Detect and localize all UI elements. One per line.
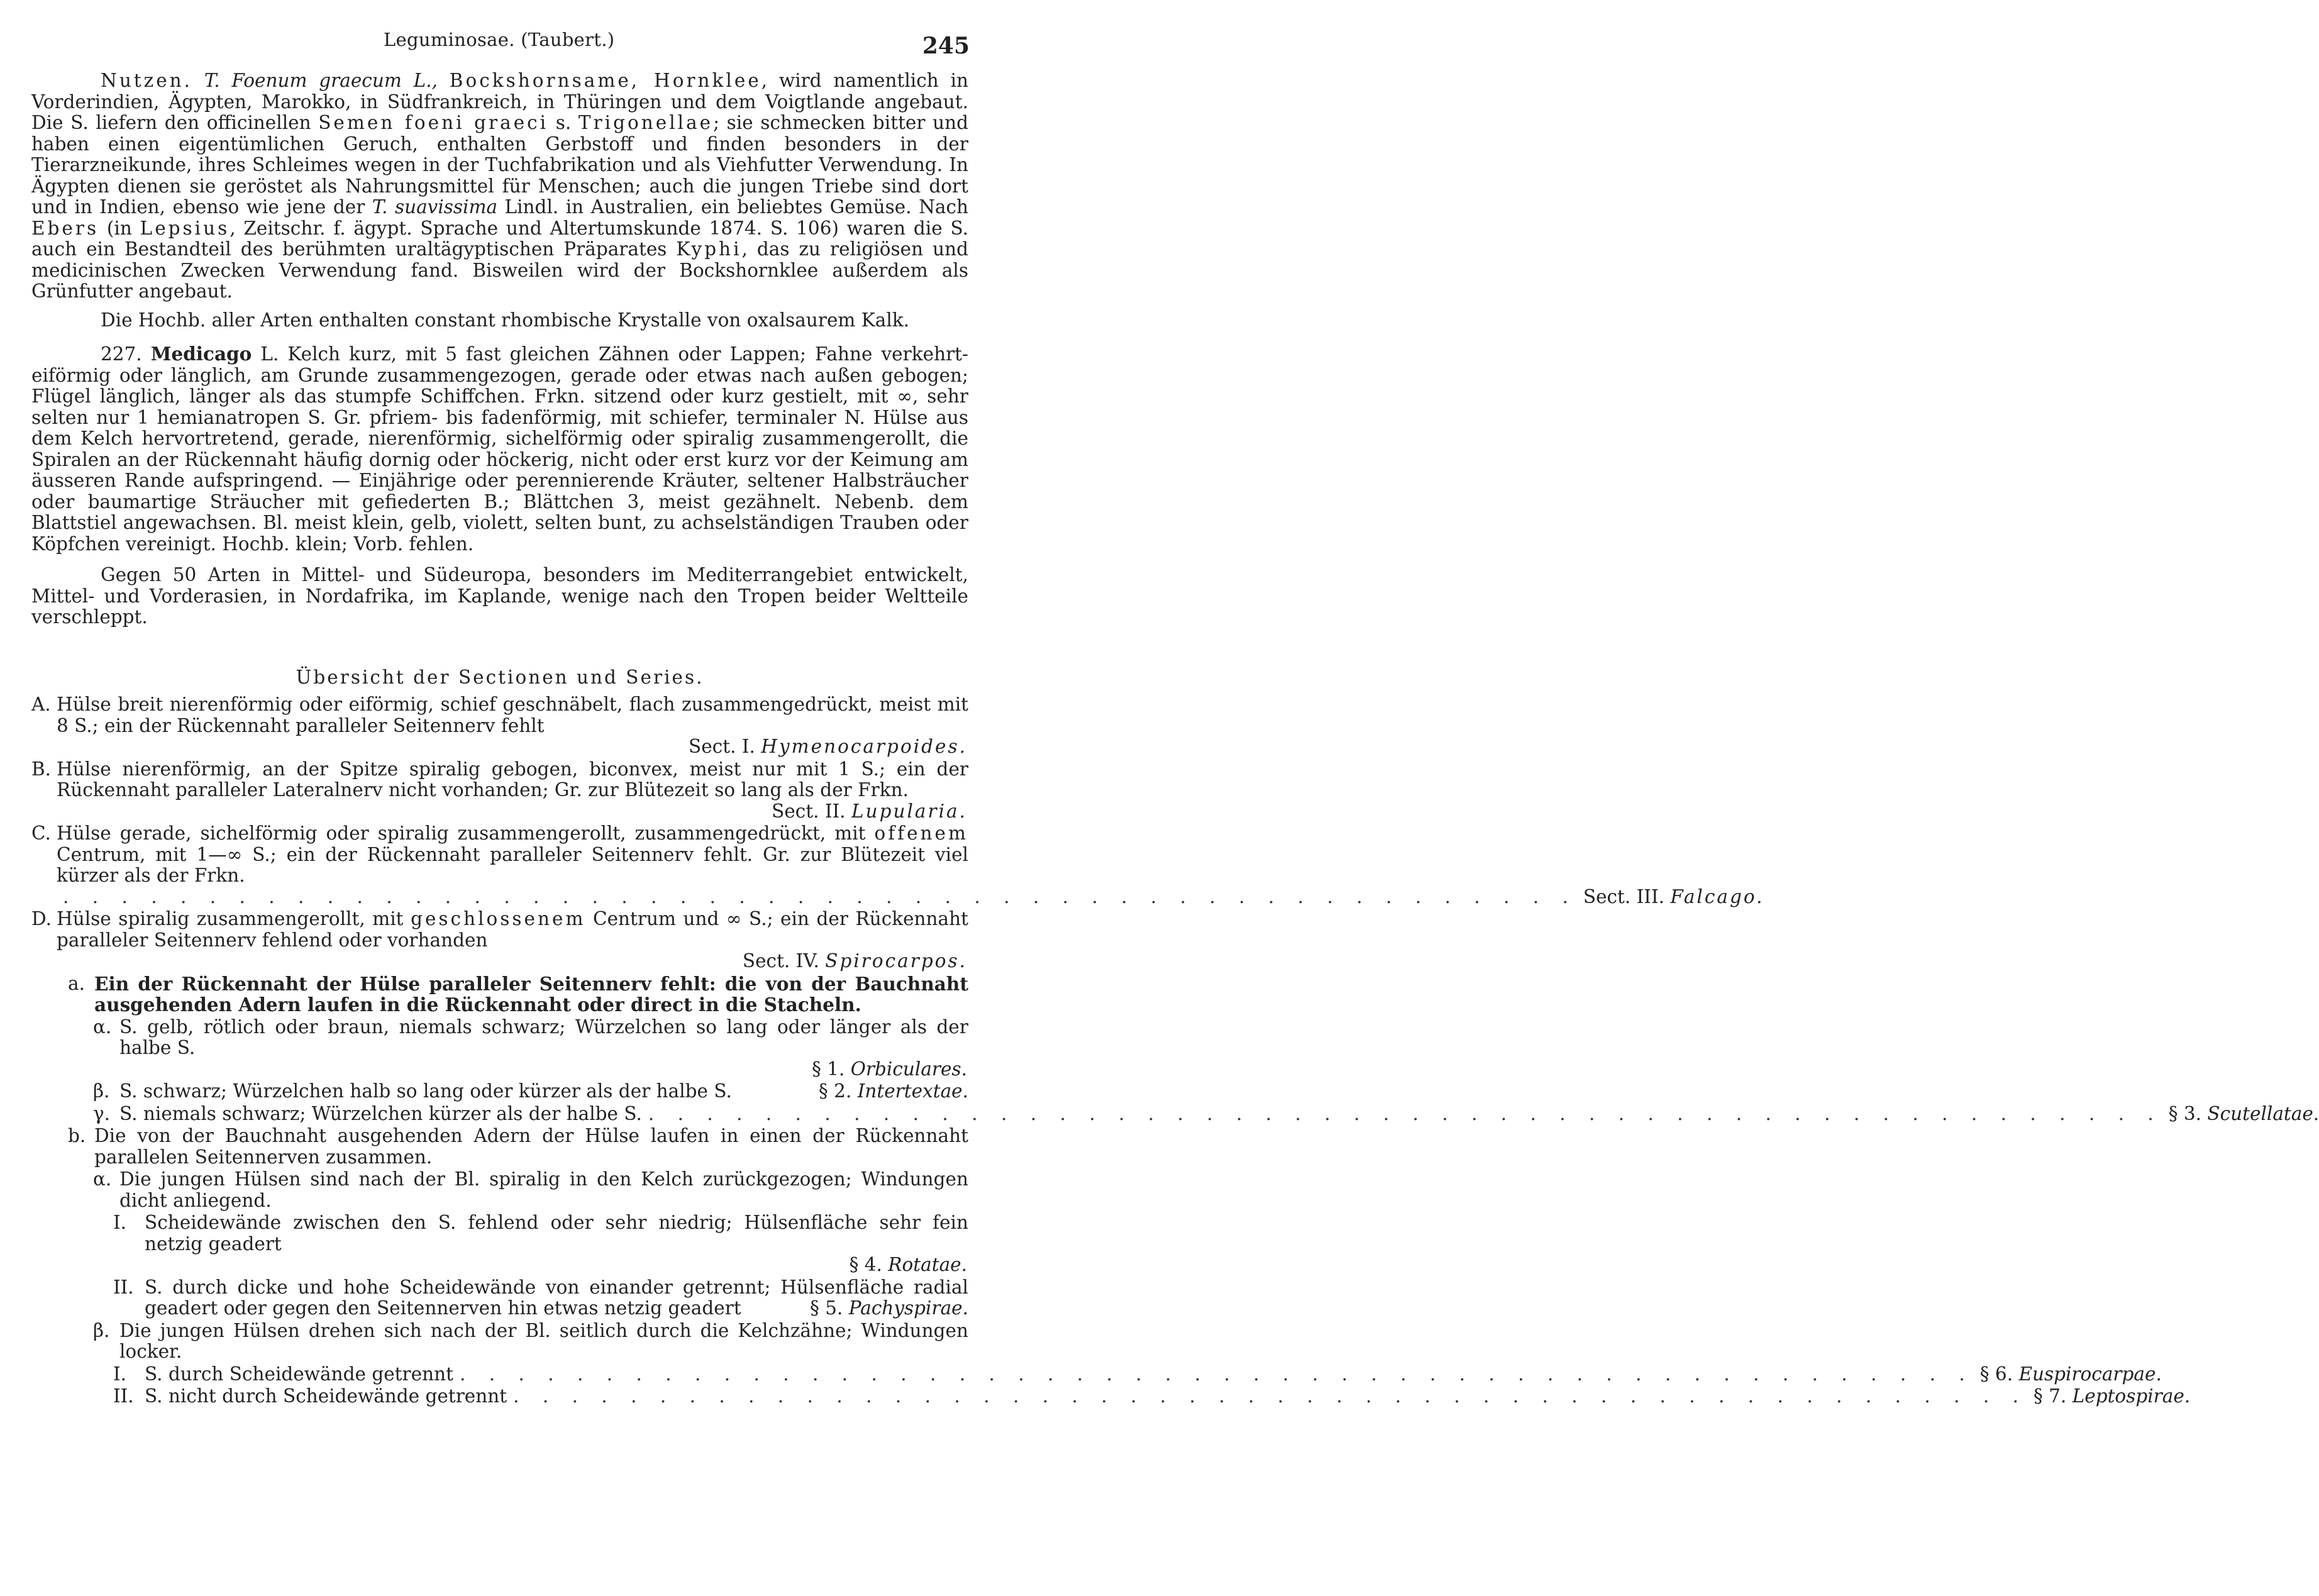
genus-number: 227. (101, 343, 151, 365)
paragraph-distribution: Gegen 50 Arten in Mittel- und Südeuropa, besonders im Mediterrangebiet entwickelt, Mittel- und Vorderasien, in Nordafrika, im Kaplande, wenige nach den Tropen beider Weltteile verschleppt. (31, 564, 968, 628)
common-name: Bockshornsame, Hornklee (449, 70, 761, 91)
key-entry-d-a-alpha (31, 1017, 968, 1080)
key-text: Hülse gerade, sichelförmig oder spiralig zusammengerollt, zusammengedrückt, mit (57, 823, 875, 844)
preparation-name: Kyphi (676, 238, 742, 260)
section-name: Lupularia. (851, 800, 967, 822)
series-reference: § 5. Pachyspirae. (810, 1297, 968, 1319)
key-text: Die von der Bauchnaht ausgehenden Adern der Hülse laufen in einen der Rückennaht parallelen Seitennerven zusammen. (94, 1125, 968, 1168)
key-entry-d-a (31, 973, 968, 1016)
key-text: S. durch dicke und hohe Scheidewände von einander getrennt; Hülsenfläche radial geadert oder gegen den Seitennerven hin etwas netzig geadert (145, 1276, 968, 1319)
series-name: Intertextae. (857, 1080, 968, 1102)
text-run: , Zeitschr. f. ägypt. Sprache und Altertumskunde 1874. S. 106) waren die S. auch ein Bestandteil des berühmten uraltägyptischen Präparates (31, 217, 968, 260)
key-text: Scheidewände zwischen den S. fehlend oder sehr niedrig; Hülsenfläche sehr fein netzig geadert (145, 1212, 968, 1255)
series-reference: § 4. Rotatae. (849, 1254, 967, 1275)
key-entry-d-a-beta: β. S. schwarz; Würzelchen halb so lang oder kürzer als der halbe S. § 2. Intertextae. (93, 1080, 968, 1102)
key-marker: β. (93, 1319, 110, 1341)
key-marker: a. (68, 972, 85, 994)
page-number: 245 (922, 33, 970, 59)
key-text: S. schwarz; Würzelchen halb so lang oder kürzer als der halbe S. (119, 1080, 732, 1102)
key-marker: I. (113, 1212, 127, 1233)
paragraph-uses (31, 70, 968, 302)
section-reference: Sect. II. Lupularia. (772, 800, 967, 822)
key-text: Centrum und ∞ S.; ein der Rückennaht paralleler Seitennerv fehlend oder vorhanden (57, 908, 968, 951)
key-marker: b. (68, 1125, 86, 1146)
key-marker: II. (113, 1276, 134, 1298)
series-name: Leptospirae. (2072, 1385, 2191, 1407)
genus-name: Medicago (150, 343, 252, 365)
key-marker: β. (93, 1080, 110, 1102)
key-marker: C. (31, 823, 51, 844)
dot-leader: . . . . . . . . . . . . . . . . . . . . . . . . . . . . . . . . . . . . . . . . . . . . . . . . . . . . (63, 885, 1577, 907)
key-marker: B. (31, 758, 52, 780)
key-text: Centrum, mit 1—∞ S.; ein der Rückennaht paralleler Seitennerv fehlt. Gr. zur Blütezeit viel kürzer als der Frkn. (57, 843, 968, 886)
key-text: Die jungen Hülsen sind nach der Bl. spiralig in den Kelch zurückgezogen; Windungen dicht anliegend. (119, 1168, 968, 1211)
key-emphasis: geschlossenem (411, 908, 586, 929)
running-head: Leguminosae. (Taubert.) (384, 29, 615, 50)
text-run: Lindl. in Australien, ein beliebtes Gemüse. Nach (497, 196, 968, 218)
dot-leader: . . . . . . . . . . . . . . . . . . . . . . . . . . . . . . . . . . . . . . . . . . . . . . . . . . . . (513, 1385, 2027, 1407)
drug-name: Semen foeni graeci (318, 112, 549, 133)
key-entry-d-a-gamma: γ. S. niemals schwarz; Würzelchen kürzer als der halbe S. . . . . . . . . . . . . . . . . . . . . . . . . . . . . . . . . . . . . . . . . . . . . . . . . . . . . § 3. Scutellatae. (93, 1102, 2319, 1124)
author-name: Ebers (31, 217, 99, 239)
key-text: Die jungen Hülsen drehen sich nach der Bl. seitlich durch die Kelchzähne; Windungen locker. (119, 1319, 968, 1362)
key-text: Ein der Rückennaht der Hülse paralleler Seitennerv fehlt: die von der Bauchnaht ausgehenden Adern laufen in die Rückennaht oder direct in die Stacheln. (94, 972, 968, 1016)
key-entry-d-b-alpha (31, 1169, 968, 1211)
species-name: T. suavissima (372, 196, 498, 218)
drug-name: Trigonellae (578, 112, 714, 133)
key-text: S. nicht durch Scheidewände getrennt (145, 1385, 507, 1407)
author-name: Lepsius (140, 217, 230, 239)
key-entry-d-b-alpha-ii (31, 1277, 968, 1319)
section-reference: Sect. IV. Spirocarpos. (742, 950, 967, 972)
key-leader-line: . . . . . . . . . . . . . . . . . . . . . . . . . . . . . . . . . . . . . . . . . . . . . . . . . . . . Sect. III. Falcago. (63, 885, 1764, 907)
key-entry-d-b-alpha-i (31, 1212, 968, 1276)
species-name: T. Foenum graecum L., (192, 70, 450, 91)
key-entry-d-b-beta-i: I. S. durch Scheidewände getrennt . . . . . . . . . . . . . . . . . . . . . . . . . . . . . . . . . . . . . . . . . . . . . . . . . . . . § 6. Euspirocarpae. (113, 1363, 2162, 1385)
key-entry-d (31, 909, 968, 972)
key-text: S. durch Scheidewände getrennt (145, 1363, 453, 1385)
section-key (31, 694, 2319, 1407)
key-marker: II. (113, 1385, 134, 1407)
key-marker: α. (93, 1168, 112, 1190)
key-text: Hülse nierenförmig, an der Spitze spiralig gebogen, biconvex, meist nur mit 1 S.; ein der Rückennaht paralleler Lateralnerv nicht vorhanden; Gr. zur Blütezeit so lang als der Frkn. (57, 758, 968, 801)
series-name: Pachyspirae. (848, 1297, 968, 1319)
text-run: , wird namentlich in Vorderindien, Ägypten, Marokko, in Südfrankreich, in Thüringen und dem Voigtlande angebaut. Die S. liefern den officinellen (31, 70, 968, 133)
text-run: , das zu religiösen und medicinischen Zwecken Verwendung fand. Bisweilen wird der Bockshornklee außerdem als Grünfutter angebaut. (31, 238, 968, 302)
key-entry-a (31, 694, 968, 758)
series-name: Euspirocarpae. (2018, 1363, 2162, 1385)
key-entry-d-b (31, 1126, 968, 1168)
key-marker: α. (93, 1016, 112, 1038)
page-header (0, 26, 996, 58)
key-heading: Übersicht der Sectionen und Series. (296, 666, 704, 688)
section-name: Falcago. (1670, 885, 1764, 907)
series-reference: § 1. Orbiculares. (812, 1058, 967, 1080)
key-text: Hülse breit nierenförmig oder eiförmig, schief geschnäbelt, flach zusammengedrückt, meist mit 8 S.; ein der Rückennaht paralleler Seitennerv fehlt (57, 694, 968, 736)
section-name: Hymenocarpoides. (761, 736, 967, 757)
page-body (31, 70, 2319, 1407)
paragraph-bracts: Die Hochb. aller Arten enthalten constant rhombische Krystalle von oxalsaurem Kalk. (101, 309, 910, 331)
key-marker: A. (31, 694, 51, 715)
paragraph-medicago (31, 343, 968, 555)
text-run: s. (548, 112, 578, 133)
key-entry-d-b-beta-ii: II. S. nicht durch Scheidewände getrennt . . . . . . . . . . . . . . . . . . . . . . . . . . . . . . . . . . . . . . . . . . . . . . . . . . . . § 7. Leptospirae. (113, 1385, 2191, 1407)
key-emphasis: offenem (874, 823, 968, 844)
series-name: Orbiculares. (850, 1058, 967, 1080)
series-name: Scutellatae. (2207, 1102, 2319, 1124)
series-name: Rotatae. (888, 1254, 967, 1275)
section-name: Spirocarpos. (825, 950, 967, 972)
key-entry-b (31, 759, 968, 823)
key-marker: γ. (93, 1102, 111, 1124)
key-marker: I. (113, 1363, 127, 1385)
section-reference: Sect. I. Hymenocarpoides. (689, 736, 967, 757)
text-run: ; sie schmecken bitter und haben einen eigentümlichen Geruch, enthalten Gerbstoff und finden besonders in der Tierarzneikunde, ihres Schleimes wegen in der Tuchfabrikation und als Viehfutter Verwendung. In Ägypten dienen sie geröstet als Nahrungsmittel für Menschen; auch die jungen Triebe sind dort und in Indien, ebenso wie jene der (31, 112, 968, 218)
key-marker: D. (31, 908, 52, 929)
text-run: (in (99, 217, 140, 239)
key-text: S. niemals schwarz; Würzelchen kürzer als der halbe S. (119, 1102, 642, 1124)
term-nutzen: Nutzen. (101, 70, 193, 91)
dot-leader: . . . . . . . . . . . . . . . . . . . . . . . . . . . . . . . . . . . . . . . . . . . . . . . . . . . . (459, 1363, 1974, 1385)
dot-leader: . . . . . . . . . . . . . . . . . . . . . . . . . . . . . . . . . . . . . . . . . . . . . . . . . . . . (648, 1102, 2162, 1124)
key-entry-d-b-beta (31, 1321, 968, 1363)
key-entry-c (31, 823, 1764, 907)
key-text: S. gelb, rötlich oder braun, niemals schwarz; Würzelchen so lang oder länger als der halbe S. (119, 1016, 968, 1058)
key-text: Hülse spiralig zusammengerollt, mit (57, 908, 411, 929)
genus-description: L. Kelch kurz, mit 5 fast gleichen Zähnen oder Lappen; Fahne verkehrt-eiförmig oder länglich, am Grunde zusammengezogen, gerade oder etwas nach außen gebogen; Flügel länglich, länger als das stumpfe Schiffchen. Frkn. sitzend oder kurz gestielt, mit ∞, sehr selten nur 1 hemianatropen S. Gr. pfriem- bis fadenförmig, mit schiefer, terminaler N. Hülse aus dem Kelch hervortretend, gerade, nierenförmig, sichelförmig oder spiralig zusammengerollt, die Spiralen an der Rückennaht häufig dornig oder höckerig, nicht oder erst kurz vor der Keimung am äusseren Rande aufspringend. — Einjährige oder perennierende Kräuter, seltener Halbsträucher oder baumartige Sträucher mit gefiederten B.; Blättchen 3, meist gezähnelt. Nebenb. dem Blattstiel angewachsen. Bl. meist klein, gelb, violett, selten bunt, zu achselständigen Trauben oder Köpfchen vereinigt. Hochb. klein; Vorb. fehlen. (31, 343, 968, 555)
